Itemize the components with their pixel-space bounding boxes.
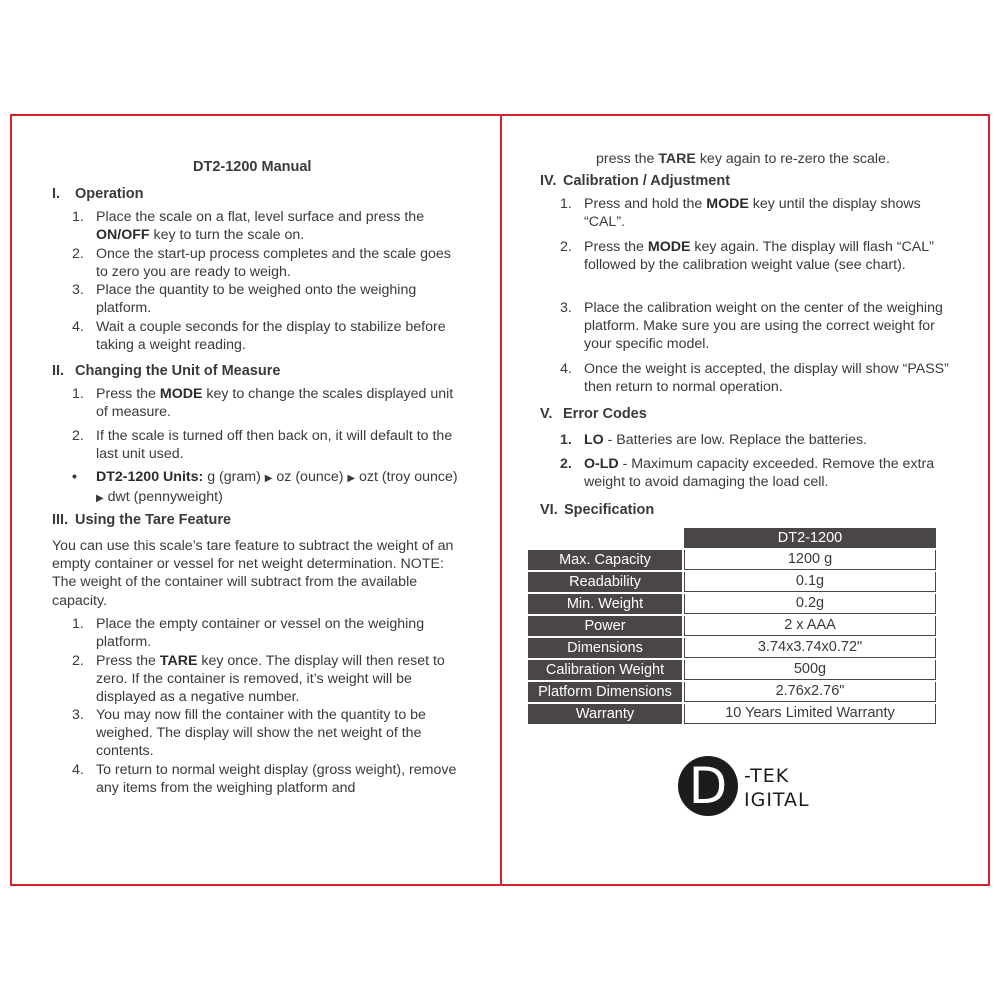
error-code: LO — [584, 432, 604, 448]
item-number: 3. — [72, 707, 84, 723]
item-text-part: Press the — [96, 386, 160, 402]
unit-name: dwt (pennyweight) — [107, 489, 223, 506]
item-text-part: key once. The display will then reset to zero. If the container is removed, it’s weight will be displayed as a negative number. — [96, 653, 445, 706]
continued-text — [596, 150, 956, 168]
arrow-right-icon: ▶ — [347, 473, 356, 484]
page-divider — [500, 116, 502, 884]
unit-name: ozt (troy ounce) — [359, 469, 458, 485]
error-code-item — [560, 431, 950, 449]
item-text — [96, 652, 462, 707]
item-number: 1. — [72, 616, 84, 632]
section-number: V. — [540, 406, 553, 422]
spec-key: Max. Capacity — [528, 550, 682, 570]
item-number: 2. — [72, 246, 84, 262]
key-name: TARE — [658, 151, 696, 167]
item-number: 4. — [72, 319, 84, 335]
spec-key: Power — [528, 616, 682, 636]
list-item — [72, 318, 462, 354]
section-tare-heading — [52, 511, 231, 529]
spec-key: Calibration Weight — [528, 660, 682, 680]
section-unit-heading — [52, 362, 280, 380]
spec-value: 2.76x2.76" — [684, 682, 936, 702]
list-item — [72, 652, 462, 707]
spec-key: Dimensions — [528, 638, 682, 658]
item-text: Wait a couple seconds for the display to stabilize before taking a weight reading. — [96, 319, 446, 354]
section-number: IV. — [540, 173, 557, 189]
section-number: VI. — [540, 502, 558, 518]
spec-value: 0.2g — [684, 594, 936, 614]
section-error-heading — [540, 405, 647, 423]
arrow-right-icon: ▶ — [264, 473, 273, 484]
item-number: 1. — [560, 432, 572, 448]
item-number: 4. — [72, 762, 84, 778]
spec-value: 500g — [684, 660, 936, 680]
list-item — [72, 281, 462, 317]
item-text-part: key to turn the scale on. — [149, 227, 305, 244]
item-text — [584, 238, 950, 274]
spec-key: Warranty — [528, 704, 682, 724]
spec-value: 1200 g — [684, 550, 936, 570]
item-text-part: Press and hold the — [584, 196, 707, 212]
section-title: Changing the Unit of Measure — [75, 363, 281, 379]
bullet: • — [72, 469, 77, 485]
item-text: Place the calibration weight on the center of the weighing platform. Make sure you are using the correct weight for your specific model. — [584, 300, 943, 353]
units-list-item — [72, 468, 462, 508]
table-row — [528, 660, 936, 680]
list-item — [560, 299, 950, 354]
item-number: 2. — [72, 653, 84, 669]
list-item — [560, 238, 950, 274]
list-item — [560, 360, 950, 396]
key-name: MODE — [647, 239, 691, 255]
unit-name: g (gram) — [207, 469, 261, 485]
spec-key: Readability — [528, 572, 682, 592]
logo-text-line2: IGITAL — [744, 789, 810, 811]
table-row — [528, 572, 936, 592]
list-item — [72, 761, 462, 797]
item-text-part: key again. The display will flash “CAL” followed by the calibration weight value (see chart). — [584, 239, 934, 274]
item-text-part: key again to re-zero the scale. — [695, 151, 890, 167]
item-text: Place the empty container or vessel on the weighing platform. — [96, 616, 425, 651]
spec-value: 10 Years Limited Warranty — [684, 704, 936, 724]
spec-value: 2 x AAA — [684, 616, 936, 636]
tare-intro: You can use this scale’s tare feature to subtract the weight of an empty container or vessel for net weight determination. NOTE: The weight of the container will subtract from the available capacity. — [52, 538, 454, 609]
item-text: Once the start-up process completes and the scale goes to zero you are ready to weigh. — [96, 246, 451, 281]
item-text: If the scale is turned off then back on, it will default to the last unit used. — [96, 428, 453, 463]
item-text: You may now fill the container with the quantity to be weighed. The display will show the net weight of the contents. — [96, 707, 426, 760]
list-item — [72, 706, 462, 761]
item-text-part: Press the — [584, 239, 648, 255]
item-number: 1. — [72, 209, 84, 225]
item-text — [96, 208, 462, 244]
error-code: O-LD — [584, 456, 619, 472]
spec-value: 0.1g — [684, 572, 936, 592]
table-row — [528, 616, 936, 636]
error-description: - Maximum capacity exceeded. Remove the extra weight to avoid damaging the load cell. — [584, 456, 935, 491]
logo-text-line1: -TEK — [744, 765, 790, 787]
item-text-part: Press the — [96, 653, 160, 669]
item-text — [584, 455, 950, 491]
error-description: - Batteries are low. Replace the batteries. — [603, 432, 868, 448]
spec-key: Platform Dimensions — [528, 682, 682, 702]
list-item — [72, 385, 462, 421]
spec-key: Min. Weight — [528, 594, 682, 614]
item-text: Place the quantity to be weighed onto the weighing platform. — [96, 282, 417, 317]
logo-letter: D — [688, 757, 728, 815]
table-row — [528, 550, 936, 570]
item-text-part: key until the display shows “CAL”. — [584, 196, 921, 231]
section-title: Using the Tare Feature — [75, 512, 232, 528]
table-row — [528, 682, 936, 702]
list-item — [560, 195, 950, 231]
item-number: 4. — [560, 361, 572, 377]
spec-table-header: DT2-1200 — [684, 528, 936, 548]
unit-name: oz (ounce) — [276, 469, 344, 485]
item-text: To return to normal weight display (gross weight), remove any items from the weighing platform and — [96, 762, 457, 797]
key-name: ON/OFF — [96, 227, 150, 244]
item-number: 2. — [560, 456, 572, 472]
section-number: II. — [52, 363, 65, 379]
item-number: 2. — [560, 239, 572, 255]
table-row — [528, 594, 936, 614]
key-name: TARE — [159, 653, 198, 669]
item-number: 3. — [72, 282, 84, 298]
units-label: DT2-1200 Units: — [96, 469, 204, 485]
item-number: 2. — [72, 428, 84, 444]
table-row — [528, 704, 936, 724]
list-item — [72, 615, 462, 651]
item-number: 3. — [560, 300, 572, 316]
item-number: 1. — [560, 196, 572, 212]
section-calibration-heading — [540, 172, 730, 190]
key-name: MODE — [706, 196, 749, 212]
error-code-item — [560, 455, 950, 491]
list-item — [72, 208, 462, 244]
arrow-right-icon: ▶ — [96, 493, 104, 505]
table-row — [528, 638, 936, 658]
section-title: Specification — [564, 502, 655, 518]
spec-value: 3.74x3.74x0.72" — [684, 638, 936, 658]
item-text — [96, 385, 462, 421]
item-text — [96, 468, 462, 508]
section-number: I. — [52, 186, 61, 202]
list-item — [72, 427, 462, 463]
item-text-part: press the — [596, 151, 659, 167]
key-name: MODE — [159, 386, 203, 402]
dtek-digital-logo — [678, 756, 828, 818]
section-title: Operation — [75, 186, 144, 202]
item-text — [584, 431, 950, 449]
item-text-part: Place the scale on a flat, level surface and press the — [96, 209, 425, 225]
item-text: Once the weight is accepted, the display will show “PASS” then return to normal operation. — [584, 361, 949, 396]
section-specification-heading — [540, 501, 654, 519]
item-text-part: key to change the scales displayed unit of measure. — [96, 386, 454, 421]
list-item — [72, 245, 462, 281]
section-title: Calibration / Adjustment — [563, 173, 731, 189]
section-operation-heading — [52, 185, 143, 203]
item-text — [584, 195, 950, 231]
item-number: 1. — [72, 386, 84, 402]
section-title: Error Codes — [563, 406, 647, 422]
section-number: III. — [52, 512, 69, 528]
manual-title: DT2-1200 Manual — [193, 159, 312, 175]
